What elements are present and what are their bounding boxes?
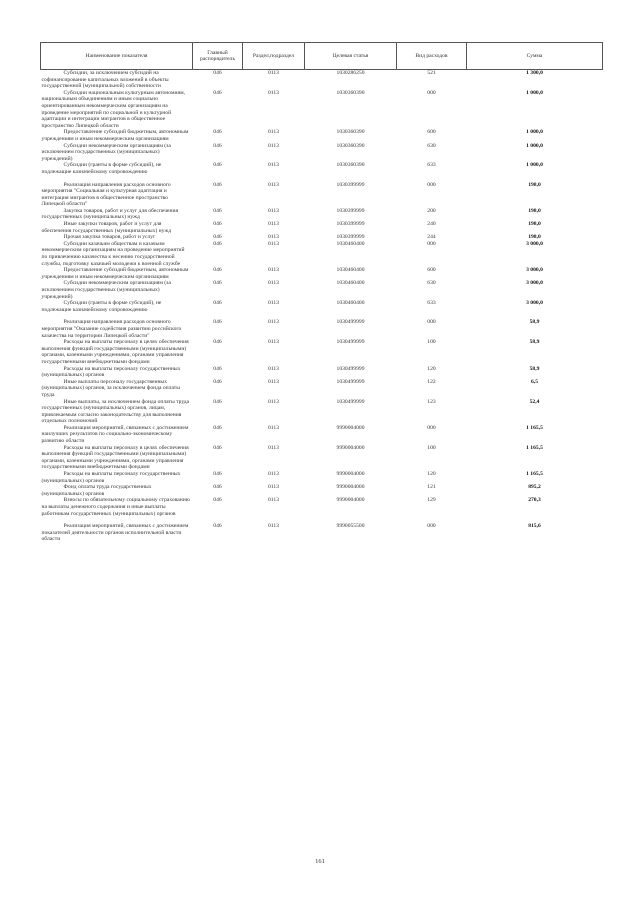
- budget-table: [40, 42, 603, 543]
- indicator-name: Расходы на выплаты персоналу в целях обеспечения выполнения функций государственными (муниципальными) органами, казенными учреждениями, органами управления государственными внебюджетными фондами: [41, 444, 189, 471]
- cell-sum: 1 000,0: [526, 89, 543, 96]
- cell-expense-type: 244: [427, 234, 436, 241]
- cell-manager: 046: [213, 319, 222, 326]
- cell-sum: 3 000,0: [526, 267, 543, 274]
- indicator-name: Субсидии некоммерческим организациям (за исключением государственных (муниципальных) учреждений): [41, 142, 171, 162]
- cell-name: [41, 484, 193, 497]
- cell-section: 0113: [268, 89, 279, 96]
- table-row: [41, 523, 603, 543]
- cell-target-article: 1030499999: [336, 398, 365, 405]
- header-target-article: Целевая статья: [305, 43, 397, 70]
- table-row: [41, 234, 603, 241]
- cell-manager: 046: [213, 497, 222, 504]
- cell-name: [41, 221, 193, 234]
- table-row: [41, 162, 603, 175]
- cell-expense-type: 120: [427, 365, 436, 372]
- page-number: 161: [315, 858, 325, 865]
- cell-expense-type: 000: [427, 89, 436, 96]
- cell-section: 0113: [268, 280, 279, 287]
- table-row: [41, 484, 603, 497]
- cell-target-article: 1030499999: [336, 365, 365, 372]
- cell-name: [41, 162, 193, 175]
- indicator-name: Предоставление субсидий бюджетным, автономным учреждениям и иным некоммерческим организациям: [41, 129, 189, 142]
- cell-name: [41, 471, 193, 484]
- cell-section: 0113: [268, 234, 279, 241]
- cell-name: [41, 143, 193, 163]
- cell-section: 0113: [268, 497, 279, 504]
- cell-sum: 3 000,0: [526, 300, 543, 307]
- cell-manager: 046: [213, 181, 222, 188]
- indicator-name: Иные выплаты персоналу государственных (муниципальных) органов, за исключением фонда оплаты труда: [41, 378, 180, 398]
- cell-section: 0113: [268, 240, 279, 247]
- table-row: [41, 319, 603, 339]
- cell-manager: 046: [213, 471, 222, 478]
- indicator-name: Субсидии (гранты в форме субсидий), не подлежащие казначейскому сопровождению: [41, 300, 162, 313]
- cell-section: 0113: [268, 221, 279, 228]
- cell-section: 0113: [268, 424, 279, 431]
- cell-sum: 1 000,0: [526, 129, 543, 136]
- cell-target-article: 9990004000: [336, 424, 365, 431]
- indicator-name: Субсидии некоммерческим организациям (за исключением государственных (муниципальных) учреждений): [41, 280, 171, 300]
- indicator-name: Расходы на выплаты персоналу государственных (муниципальных) органов: [41, 365, 181, 379]
- cell-manager: 046: [213, 365, 222, 372]
- indicator-name: Субсидии, за исключением субсидий на софинансирование капитальных вложений в объекты государственной (муниципальной) собственности: [41, 70, 169, 90]
- cell-manager: 046: [213, 207, 222, 214]
- cell-sum: 1 300,0: [526, 70, 543, 76]
- cell-section: 0113: [268, 181, 279, 188]
- cell-name: [41, 379, 193, 399]
- cell-name: [41, 280, 193, 300]
- cell-name: [41, 70, 193, 90]
- cell-target-article: 1030399999: [336, 234, 365, 241]
- cell-sum: 1 165,5: [526, 444, 543, 451]
- cell-name: [41, 339, 193, 365]
- cell-expense-type: 121: [427, 484, 436, 491]
- cell-section: 0113: [268, 267, 279, 274]
- cell-section: 0113: [268, 365, 279, 372]
- cell-manager: 046: [213, 444, 222, 451]
- table-row: [41, 221, 603, 234]
- indicator-name: Расходы на выплаты персоналу в целях обеспечения выполнения функций государственными (муниципальными) органами, казенными учреждениями, органами управления государственными внебюджетными фондами: [41, 339, 189, 365]
- cell-sum: 58,9: [529, 319, 540, 326]
- cell-expense-type: 000: [427, 523, 436, 530]
- cell-sum: 58,9: [529, 365, 540, 372]
- table-row: [41, 182, 603, 208]
- cell-expense-type: 600: [427, 129, 436, 136]
- cell-sum: 895,2: [528, 484, 541, 491]
- cell-sum: 198,0: [528, 221, 541, 228]
- cell-expense-type: 129: [427, 497, 436, 504]
- table-row: [41, 497, 603, 517]
- table-row: [41, 143, 603, 163]
- table-body: [41, 70, 603, 543]
- cell-manager: 046: [213, 398, 222, 405]
- cell-target-article: 1030499999: [336, 339, 365, 346]
- cell-sum: 1 000,0: [526, 162, 543, 169]
- cell-expense-type: 000: [427, 319, 436, 326]
- indicator-name: Реализация мероприятий, связанных с достижением наилучших результатов по социально-экономическому развитию области: [41, 424, 189, 445]
- cell-name: [41, 129, 193, 142]
- table-row: [41, 399, 603, 425]
- table-header: [41, 43, 603, 70]
- cell-sum: 1 165,5: [526, 424, 543, 431]
- cell-sum: 1 000,0: [526, 142, 543, 149]
- cell-name: [41, 267, 193, 280]
- cell-expense-type: 000: [427, 424, 436, 431]
- table-row: [41, 241, 603, 267]
- indicator-name: Реализация направления расходов основного мероприятия "Социальная и культурная адаптация и интеграция мигрантов в общественное пространство Липецкой области": [41, 181, 171, 208]
- indicator-name: Иные закупки товаров, работ и услуг для обеспечения государственных (муниципальных) нужд: [41, 221, 172, 234]
- table-row: [41, 129, 603, 142]
- cell-sum: 198,0: [528, 234, 541, 241]
- cell-target-article: 1030460400: [336, 300, 365, 307]
- cell-expense-type: 240: [427, 221, 436, 228]
- cell-manager: 046: [213, 378, 222, 385]
- cell-section: 0113: [268, 523, 279, 530]
- cell-section: 0113: [268, 142, 279, 149]
- cell-expense-type: 200: [427, 207, 436, 214]
- cell-sum: 270,3: [528, 497, 541, 504]
- document-page: [40, 42, 602, 543]
- indicator-name: Субсидии казачьим обществам и казачьим некоммерческим организациям на проведение мероприятий по привлечению казачества к несению государственной службы, подготовку казачьей молодежи к военной службе: [41, 240, 185, 267]
- cell-sum: 815,6: [528, 523, 541, 530]
- cell-manager: 046: [213, 523, 222, 530]
- header-manager: Главный распорядитель: [193, 43, 243, 70]
- indicator-name: Фонд оплаты труда государственных (муниципальных) органов: [41, 484, 152, 497]
- cell-manager: 046: [213, 221, 222, 228]
- table-row: [41, 379, 603, 399]
- cell-manager: 046: [213, 339, 222, 346]
- cell-manager: 046: [213, 484, 222, 491]
- cell-target-article: 1030399999: [336, 181, 365, 188]
- cell-section: 0113: [268, 207, 279, 214]
- table-row: [41, 300, 603, 313]
- cell-section: 0113: [268, 378, 279, 385]
- cell-target-article: 9990004000: [336, 484, 365, 491]
- table-row: [41, 280, 603, 300]
- cell-target-article: 1030499999: [336, 378, 365, 385]
- cell-section: 0113: [268, 129, 279, 136]
- cell-expense-type: 633: [427, 162, 436, 169]
- cell-target-article: 1030399999: [336, 221, 365, 228]
- cell-sum: 198,0: [528, 181, 541, 188]
- cell-expense-type: 633: [427, 300, 436, 307]
- cell-manager: 046: [213, 280, 222, 287]
- cell-manager: 046: [213, 234, 222, 241]
- cell-target-article: 9990055500: [336, 523, 365, 530]
- cell-section: 0113: [268, 484, 279, 491]
- table-row: [41, 208, 603, 221]
- cell-expense-type: 630: [427, 280, 436, 287]
- cell-target-article: 9990004000: [336, 444, 365, 451]
- cell-name: [41, 523, 193, 543]
- cell-manager: 046: [213, 162, 222, 169]
- cell-name: [41, 445, 193, 471]
- cell-name: [41, 399, 193, 425]
- cell-section: 0113: [268, 444, 279, 451]
- cell-manager: 046: [213, 89, 222, 96]
- cell-name: [41, 366, 193, 379]
- cell-target-article: 1030460400: [336, 240, 365, 247]
- cell-sum: 3 000,0: [526, 280, 543, 287]
- cell-name: [41, 497, 193, 517]
- cell-expense-type: 600: [427, 267, 436, 274]
- cell-expense-type: 000: [427, 181, 436, 188]
- cell-manager: 046: [213, 240, 222, 247]
- indicator-name: Субсидии (гранты в форме субсидий), не подлежащие казначейскому сопровождению: [41, 162, 162, 175]
- cell-name: [41, 425, 193, 445]
- cell-target-article: 1030360390: [336, 162, 365, 169]
- cell-sum: 6,5: [531, 378, 538, 385]
- table-row: [41, 267, 603, 280]
- header-row: [41, 43, 603, 70]
- cell-target-article: 1030360390: [336, 89, 365, 96]
- cell-sum: 58,9: [529, 339, 540, 346]
- cell-target-article: 1030360390: [336, 142, 365, 149]
- table-row: [41, 339, 603, 365]
- cell-section: 0113: [268, 319, 279, 326]
- cell-target-article: 1030286250: [336, 70, 365, 76]
- cell-expense-type: 122: [427, 378, 436, 385]
- table-row: [41, 70, 603, 90]
- indicator-name: Реализация мероприятий, связанных с достижением показателей деятельности органов исполнительной власти области: [41, 523, 189, 543]
- cell-name: [41, 90, 193, 130]
- table-row: [41, 471, 603, 484]
- indicator-name: Расходы на выплаты персоналу государственных (муниципальных) органов: [41, 471, 181, 484]
- header-sum: Сумма: [467, 43, 603, 70]
- cell-section: 0113: [268, 398, 279, 405]
- cell-section: 0113: [268, 70, 279, 76]
- cell-expense-type: 100: [427, 444, 436, 451]
- cell-section: 0113: [268, 162, 279, 169]
- cell-expense-type: 630: [427, 142, 436, 149]
- indicator-name: Предоставление субсидий бюджетным, автономным учреждениям и иным некоммерческим организациям: [41, 267, 189, 280]
- cell-name: [41, 234, 193, 241]
- cell-manager: 046: [213, 300, 222, 307]
- cell-name: [41, 241, 193, 267]
- cell-expense-type: 120: [427, 471, 436, 478]
- cell-name: [41, 182, 193, 208]
- indicator-name: Субсидии национальным культурным автономиям, национальным объединениям и иным социально ориентированным некоммерческим организациям на проведение мероприятий по социальной и культурной адаптации и интеграции мигрантов в общественное пространство Липецкой области: [41, 89, 186, 129]
- cell-manager: 046: [213, 142, 222, 149]
- cell-name: [41, 208, 193, 221]
- cell-manager: 046: [213, 267, 222, 274]
- cell-expense-type: 123: [427, 398, 436, 405]
- indicator-name: Реализация направления расходов основного мероприятия "Оказание содействия развитию российского казачества на территории Липецкой области": [41, 319, 182, 339]
- header-expense-type: Вид расходов: [397, 43, 467, 70]
- cell-sum: 1 165,5: [526, 471, 543, 478]
- table-row: [41, 90, 603, 130]
- cell-sum: 198,0: [528, 207, 541, 214]
- cell-target-article: 1030360390: [336, 129, 365, 136]
- cell-target-article: 1030399999: [336, 207, 365, 214]
- cell-expense-type: 000: [427, 240, 436, 247]
- cell-target-article: 9990004000: [336, 471, 365, 478]
- cell-name: [41, 319, 193, 339]
- header-name: Наименование показателя: [41, 43, 193, 70]
- cell-expense-type: 100: [427, 339, 436, 346]
- cell-manager: 046: [213, 129, 222, 136]
- cell-sum: 52,4: [529, 398, 540, 405]
- cell-section: 0113: [268, 471, 279, 478]
- cell-target-article: 1030499999: [336, 319, 365, 326]
- cell-target-article: 9990004000: [336, 497, 365, 504]
- cell-manager: 046: [213, 424, 222, 431]
- cell-sum: 3 000,0: [526, 240, 543, 247]
- indicator-name: Прочая закупка товаров, работ и услуг: [63, 234, 156, 241]
- indicator-name: Иные выплаты, за исключением фонда оплаты труда государственных (муниципальных) органов, лицам, привлекаемым согласно законодательству для выполнения отдельных полномочий: [41, 398, 190, 425]
- indicator-name: Взносы по обязательному социальному страхованию на выплаты денежного содержания и иные выплаты работникам государственных (муниципальных) органов: [41, 497, 190, 517]
- cell-name: [41, 300, 193, 313]
- indicator-name: Закупка товаров, работ и услуг для обеспечения государственных (муниципальных) нужд: [41, 207, 179, 221]
- cell-target-article: 1030460400: [336, 267, 365, 274]
- table-row: [41, 366, 603, 379]
- table-row: [41, 445, 603, 471]
- cell-expense-type: 521: [427, 70, 436, 76]
- cell-section: 0113: [268, 300, 279, 307]
- table-row: [41, 425, 603, 445]
- header-section: Раздел,подраздел: [243, 43, 305, 70]
- cell-manager: 046: [213, 70, 222, 76]
- cell-target-article: 1030460400: [336, 280, 365, 287]
- cell-section: 0113: [268, 339, 279, 346]
